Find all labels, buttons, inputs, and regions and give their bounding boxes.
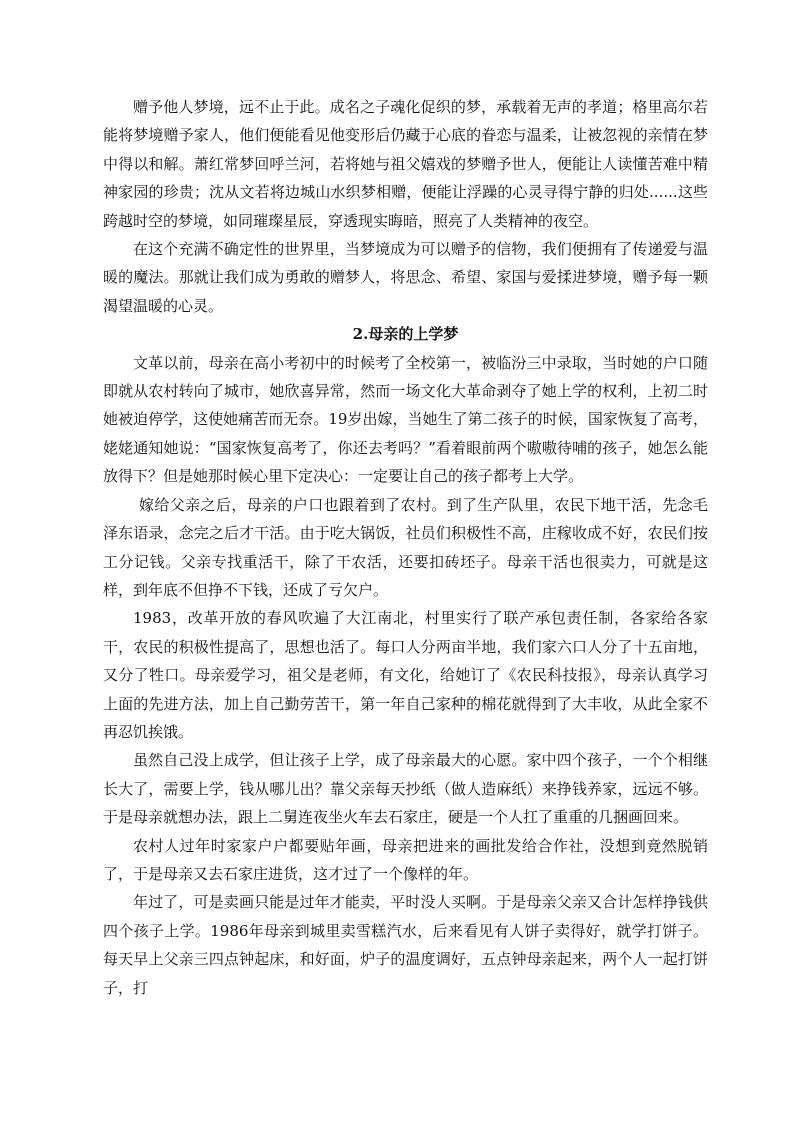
section-heading: 2.母亲的上学梦 [352,325,459,344]
paragraph-reform: 1983，改革开放的春风吹遍了大江南北，村里实行了联产承包责任制，各家给各家干，农民的积极性提高了，思想也活了。每口人分两亩半地，我们家六口人分了十五亩地，又分了牲口。母亲爱学习，祖父是老师，有文化，给她订了《农民科技报》，母亲认真学习上面的先进方法，加上自己勤劳苦干，第一年自己家种的棉花就得到了大丰收，从此全家不再忍饥挨饿。 [103,609,708,741]
paragraph-wish: 虽然自己没上成学，但让孩子上学，成了母亲最大的心愿。家中四个孩子，一个个相继长大了，需要上学，钱从哪儿出？靠父亲每天抄纸（做人造麻纸）来挣钱养家，远远不够。于是母亲就想办法，跟上二舅连夜坐火车去石家庄，硬是一个人扛了重重的几捆画回来。 [103,751,708,827]
paragraph-conclusion: 在这个充满不确定性的世界里，当梦境成为可以赠予的信物，我们便拥有了传递爱与温暖的魔法。那就让我们成为勇敢的赠梦人，将思念、希望、家国与爱揉进梦境，赠予每一颗渴望温暖的心灵。 [103,240,708,315]
document-page [103,93,708,1002]
paragraph-marriage: 嫁给父亲之后，母亲的户口也跟着到了农村。到了生产队里，农民下地干活，先念毛泽东语录，念完之后才干活。由于吃大锅饭，社员们积极性不高，庄稼收成不好，农民们按工分记钱。父亲专找重活干，除了干农活，还要扣砖坯子。母亲干活也很卖力，可就是这样，到年底不但挣不下钱，还成了亏欠户。 [103,495,708,599]
paragraph-cultural-revolution: 文革以前，母亲在高小考初中的时候考了全校第一，被临汾三中录取，当时她的户口随即就从农村转向了城市，她欣喜异常，然而一场文化大革命剥夺了她上学的权利，上初二时她被迫停学，这使她痛苦而无奈。19岁出嫁，当她生了第二孩子的时候，国家恢复了高考，姥姥通知她说：“国家恢复高考了，你还去考吗？”看着眼前两个嗷嗷待哺的孩子，她怎么能放得下？但是她那时候心里下定决心：一定要让自己的孩子都考上大学。 [103,353,708,486]
paragraph-gift-dreams: 赠予他人梦境，远不止于此。成名之子魂化促织的梦，承载着无声的孝道；格里高尔若能将梦境赠予家人，他们便能看见他变形后仍藏于心底的眷恋与温柔，让被忽视的亲情在梦中得以和解。萧红常梦回呼兰河，若将她与祖父嬉戏的梦赠予世人，便能让人读懂苦难中精神家园的珍贵；沈从文若将边城山水织梦相赠，便能让浮躁的心灵寻得宁静的归处......这些跨越时空的梦境，如同璀璨星辰，穿透现实晦暗，照亮了人类精神的夜空。 [103,98,708,230]
paragraph-making-money: 年过了，可是卖画只能是过年才能卖，平时没人买啊。于是母亲父亲又合计怎样挣钱供四个孩子上学。1986年母亲到城里卖雪糕汽水，后来看见有人饼子卖得好，就学打饼子。每天早上父亲三四点钟起床，和好面，炉子的温度调好，五点钟母亲起来，两个人一起打饼子，打 [103,893,708,997]
paragraph-new-year-paintings: 农村人过年时家家户户都要贴年画，母亲把进来的画批发给合作社，没想到竟然脱销了，于是母亲又去石家庄进货，这才过了一个像样的年。 [103,836,708,883]
